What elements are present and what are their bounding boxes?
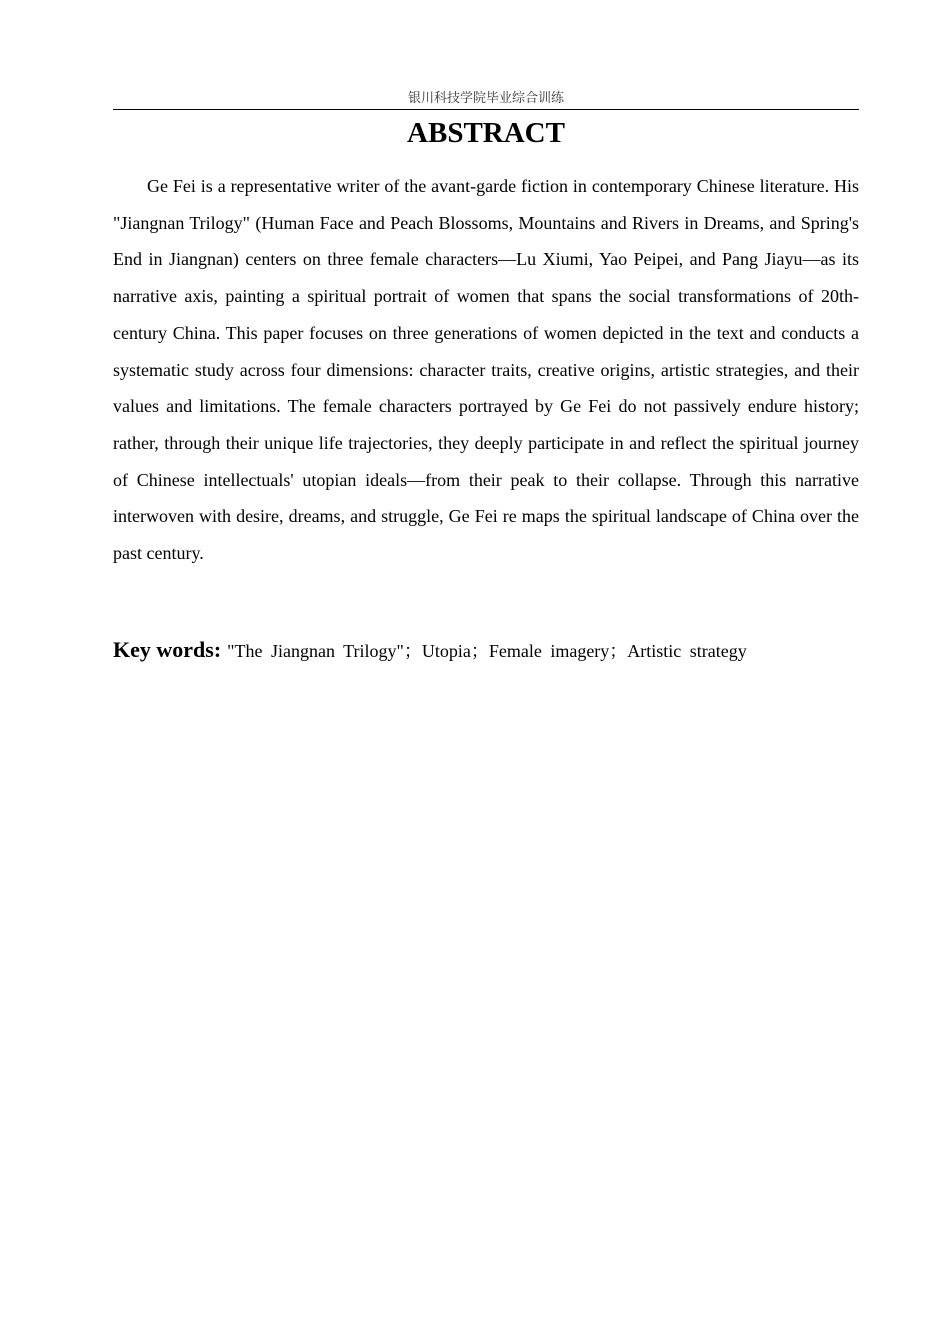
- keywords-label: Key words:: [113, 637, 222, 662]
- keywords-line: [113, 632, 859, 671]
- page-header: 银川科技学院毕业综合训练: [113, 90, 859, 110]
- abstract-paragraph: Ge Fei is a representative writer of the avant-garde fiction in contemporary Chinese literature. His "Jiangnan Trilogy" (Human Face and Peach Blossoms, Mountains and Rivers in Dreams, and Spring's End in Jiangnan) centers on three female characters—Lu Xiumi, Yao Peipei, and Pang Jiayu—as its narrative axis, painting a spiritual portrait of women that spans the social transformations of 20th-century China. This paper focuses on three generations of women depicted in the text and conducts a systematic study across four dimensions: character traits, creative origins, artistic strategies, and their values and limitations. The female characters portrayed by Ge Fei do not passively endure history; rather, through their unique life trajectories, they deeply participate in and reflect the spiritual journey of Chinese intellectuals' utopian ideals—from their peak to their collapse. Through this narrative interwoven with desire, dreams, and struggle, Ge Fei re maps the spiritual landscape of China over the past century.: [113, 176, 859, 564]
- keywords-text: "The Jiangnan Trilogy"；Utopia；Female imagery；Artistic strategy: [227, 641, 747, 661]
- abstract-title: ABSTRACT: [407, 117, 565, 149]
